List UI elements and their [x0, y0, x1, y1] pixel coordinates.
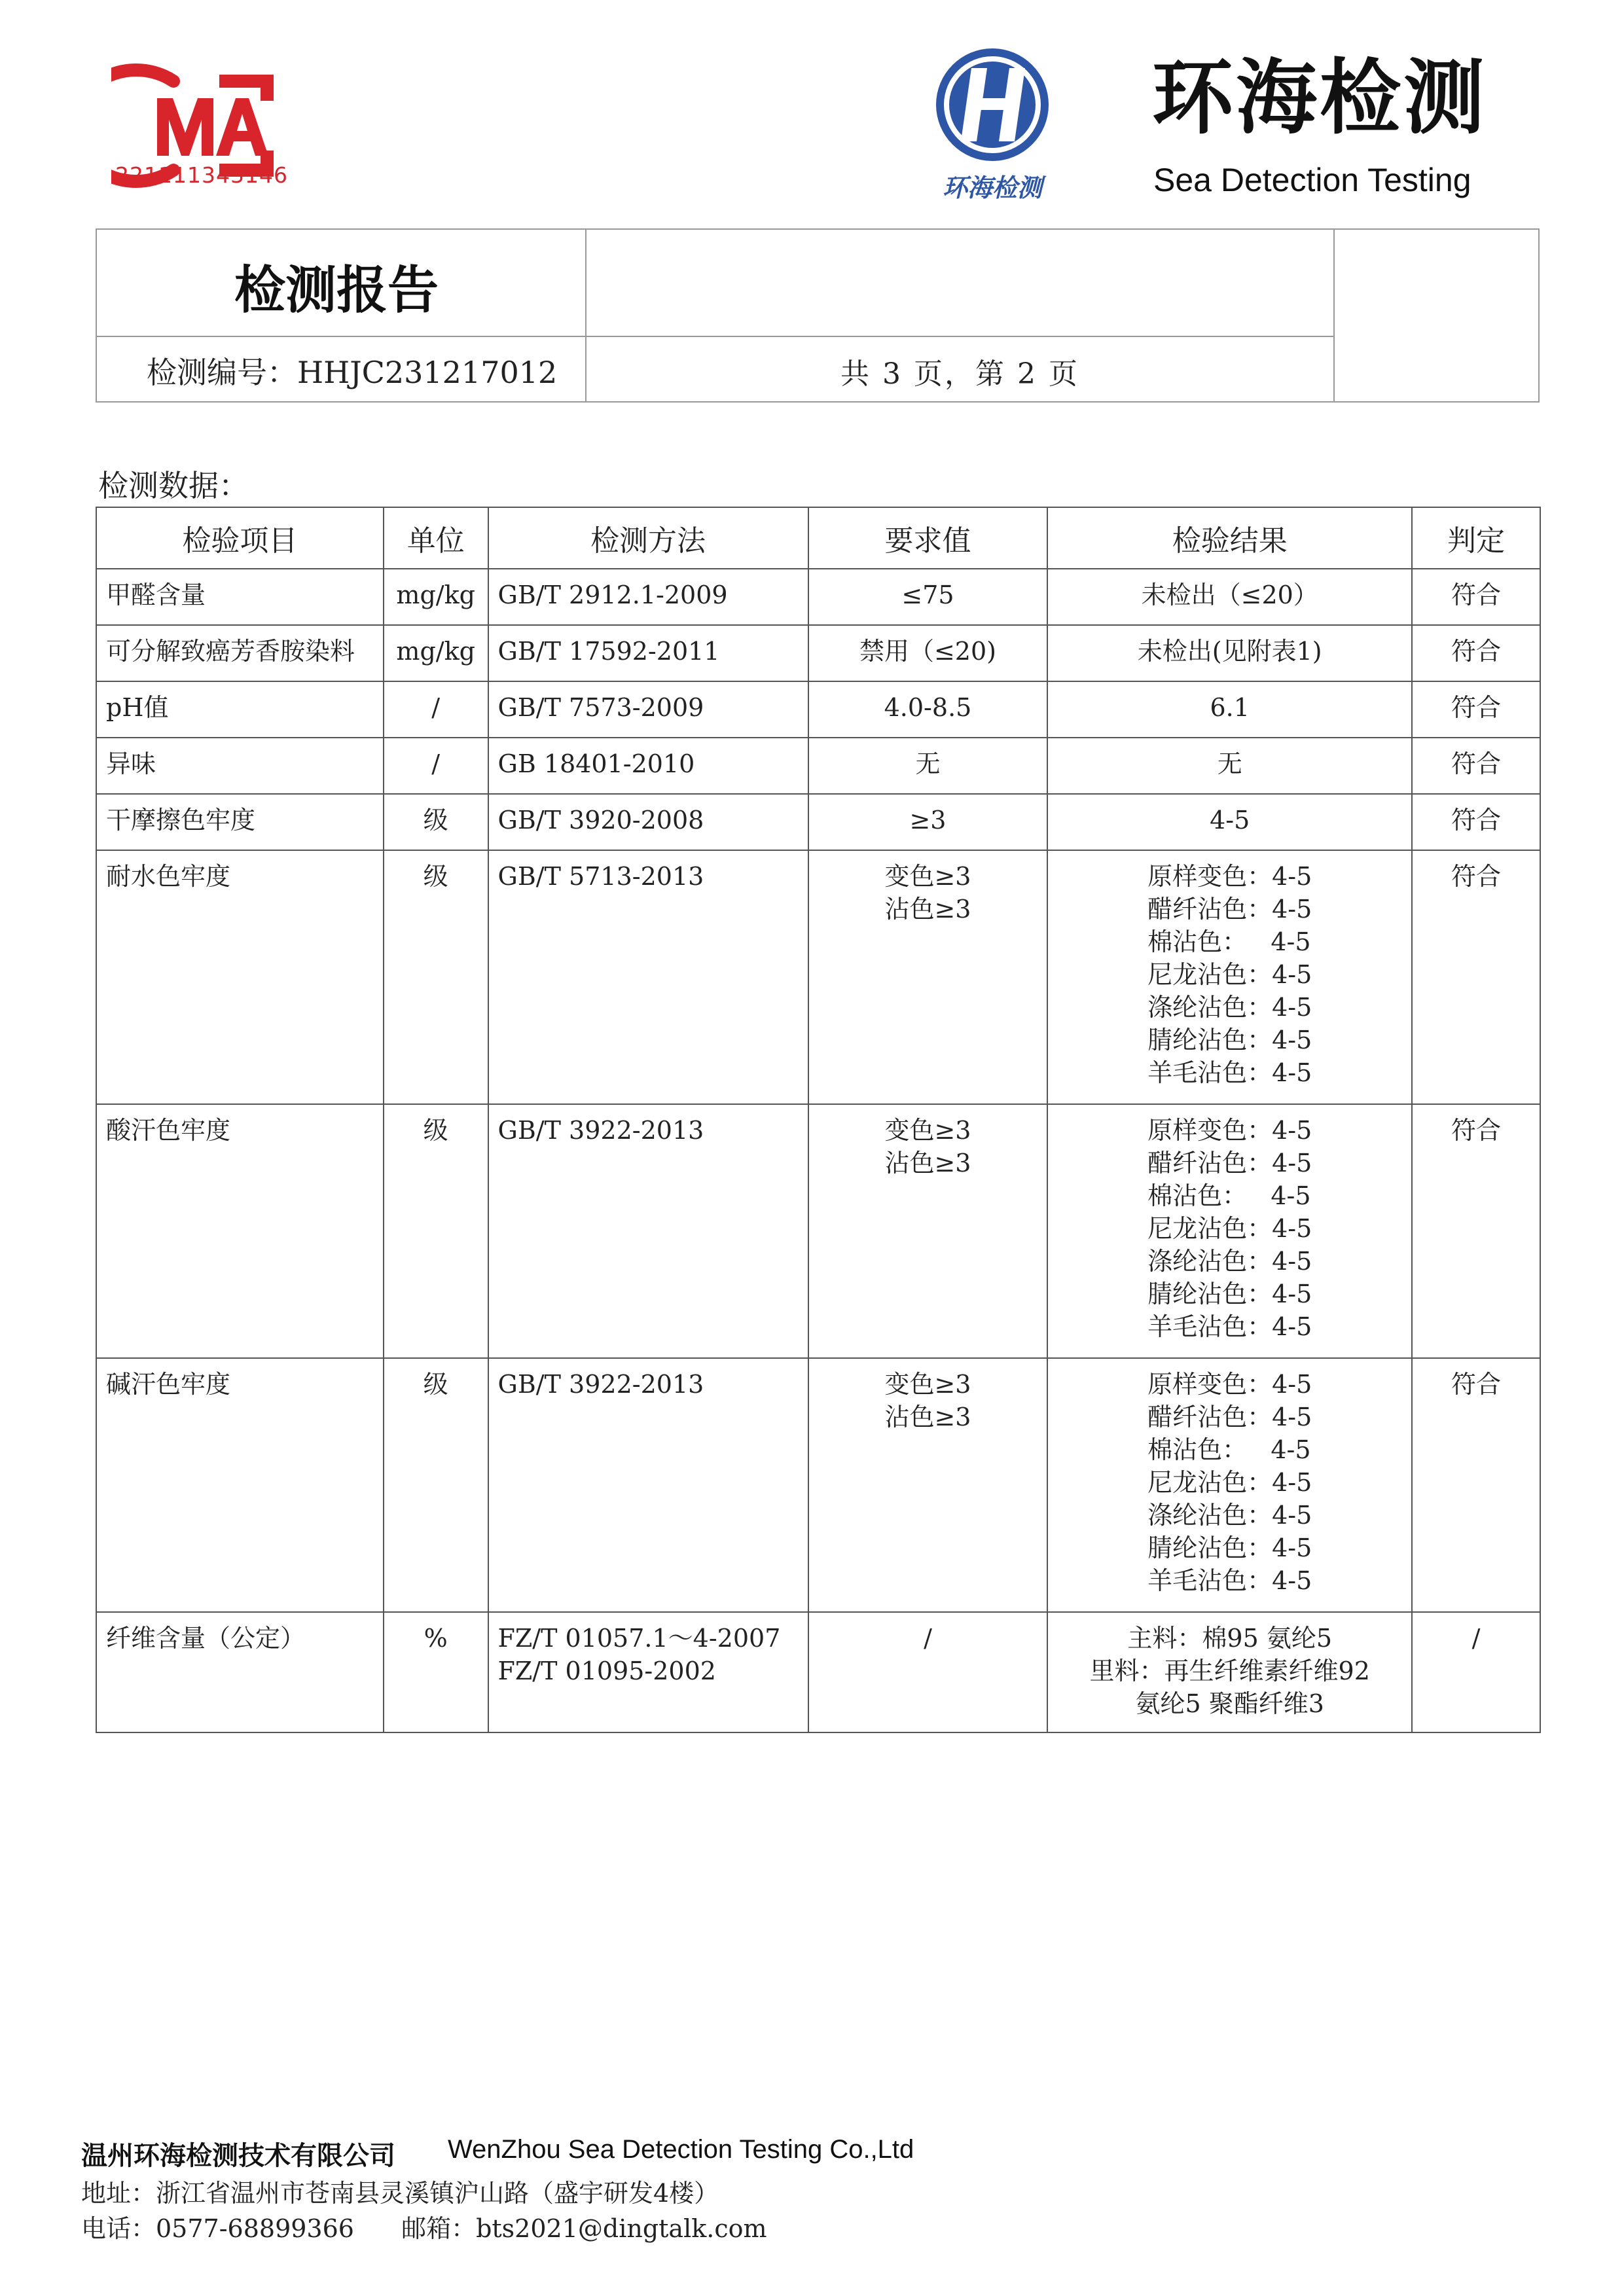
table-row — [96, 569, 1540, 625]
result-line: 主料：棉95 氨纶5 — [1127, 1624, 1333, 1653]
method-line: GB/T 5713-2013 — [497, 862, 704, 891]
cell-result — [1047, 850, 1412, 1104]
cell-item: 可分解致癌芳香胺染料 — [96, 625, 384, 681]
column-header-required: 要求值 — [808, 507, 1048, 569]
cell-result — [1047, 569, 1412, 625]
cell-unit: 级 — [384, 1104, 488, 1358]
cell-method — [488, 625, 808, 681]
result-line: 涤纶沾色：4-5 — [1147, 1247, 1312, 1276]
result-line: 里料：再生纤维素纤维92 — [1089, 1657, 1370, 1685]
table-header-row — [96, 507, 1540, 569]
result-list — [1147, 1114, 1312, 1343]
table-row — [96, 625, 1540, 681]
required-line: ≤75 — [901, 581, 954, 609]
required-line: 沾色≥3 — [884, 1149, 971, 1177]
cell-required — [808, 850, 1048, 1104]
method-line: GB/T 3922-2013 — [497, 1370, 704, 1399]
result-line: 原样变色：4-5 — [1147, 862, 1312, 891]
cell-method — [488, 850, 808, 1104]
cell-item: pH值 — [96, 681, 384, 738]
table-row — [96, 1612, 1540, 1732]
method-line: GB/T 17592-2011 — [497, 637, 720, 666]
test-data-table — [96, 507, 1541, 1733]
footer-contact — [81, 2208, 806, 2244]
cell-result — [1047, 738, 1412, 794]
cell-judgment: 符合 — [1412, 681, 1540, 738]
required-line: 沾色≥3 — [884, 1403, 971, 1431]
result-line: 醋纤沾色：4-5 — [1147, 895, 1312, 924]
column-header-unit: 单位 — [384, 507, 488, 569]
cell-required — [808, 681, 1048, 738]
result-line: 醋纤沾色：4-5 — [1147, 1149, 1312, 1177]
result-line: 尼龙沾色：4-5 — [1147, 960, 1312, 989]
result-line: 尼龙沾色：4-5 — [1147, 1214, 1312, 1243]
cell-item: 酸汗色牢度 — [96, 1104, 384, 1358]
cell-unit: 级 — [384, 850, 488, 1104]
cell-unit: 级 — [384, 1358, 488, 1612]
method-line: GB 18401-2010 — [497, 749, 695, 778]
column-header-judgment: 判定 — [1412, 507, 1540, 569]
cell-unit: / — [384, 681, 488, 738]
title-box-divider — [97, 336, 1335, 337]
page-info: 共 3 页，第 2 页 — [840, 357, 1079, 391]
cell-item: 耐水色牢度 — [96, 850, 384, 1104]
result-line: 6.1 — [1210, 693, 1250, 722]
result-line: 棉沾色： 4-5 — [1147, 1435, 1311, 1464]
result-line: 羊毛沾色：4-5 — [1147, 1312, 1312, 1341]
result-line: 羊毛沾色：4-5 — [1147, 1566, 1312, 1595]
result-line: 醋纤沾色：4-5 — [1147, 1403, 1312, 1431]
logo-caption: 环海检测 — [942, 173, 1043, 202]
required-line: 4.0-8.5 — [884, 693, 972, 722]
cell-judgment: 符合 — [1412, 1104, 1540, 1358]
result-line: 涤纶沾色：4-5 — [1147, 1501, 1312, 1530]
cell-method — [488, 794, 808, 850]
report-title-box — [96, 228, 1540, 403]
cell-result — [1047, 794, 1412, 850]
result-list — [1147, 1368, 1312, 1597]
cell-item: 甲醛含量 — [96, 569, 384, 625]
result-line: 羊毛沾色：4-5 — [1147, 1058, 1312, 1087]
cell-judgment: 符合 — [1412, 794, 1540, 850]
footer-phone: 电话：0577-68899366 — [81, 2214, 354, 2243]
result-line: 棉沾色： 4-5 — [1147, 1181, 1311, 1210]
cell-unit: % — [384, 1612, 488, 1732]
cell-judgment: 符合 — [1412, 738, 1540, 794]
report-number: 检测编号：HHJC231217012 — [147, 355, 558, 390]
result-line: 尼龙沾色：4-5 — [1147, 1468, 1312, 1497]
cell-required — [808, 738, 1048, 794]
cell-method — [488, 569, 808, 625]
cell-required — [808, 1358, 1048, 1612]
result-line: 腈纶沾色：4-5 — [1147, 1534, 1312, 1562]
required-line: ≥3 — [909, 806, 947, 834]
cell-unit: 级 — [384, 794, 488, 850]
required-line: 变色≥3 — [884, 1370, 971, 1399]
method-line: FZ/T 01057.1～4-2007 — [497, 1624, 781, 1653]
cell-judgment: 符合 — [1412, 625, 1540, 681]
footer-email: 邮箱：bts2021@dingtalk.com — [401, 2214, 767, 2243]
table-row — [96, 738, 1540, 794]
table-row — [96, 850, 1540, 1104]
cell-method — [488, 681, 808, 738]
cma-number: 221111343146 — [115, 162, 288, 188]
cell-result — [1047, 1104, 1412, 1358]
result-line: 棉沾色： 4-5 — [1147, 927, 1311, 956]
cell-judgment: 符合 — [1412, 569, 1540, 625]
brand-name-cn: 环海检测 — [1152, 51, 1488, 145]
brand-name-en: Sea Detection Testing — [1153, 162, 1471, 198]
result-line: 4-5 — [1210, 806, 1250, 834]
result-line: 涤纶沾色：4-5 — [1147, 993, 1312, 1022]
required-line: / — [924, 1624, 932, 1653]
cell-method — [488, 1358, 808, 1612]
result-line: 腈纶沾色：4-5 — [1147, 1026, 1312, 1054]
result-line: 未检出(见附表1) — [1137, 637, 1322, 666]
table-row — [96, 1358, 1540, 1612]
column-header-item: 检验项目 — [96, 507, 384, 569]
required-line: 沾色≥3 — [884, 895, 971, 924]
result-line: 原样变色：4-5 — [1147, 1370, 1312, 1399]
required-line: 变色≥3 — [884, 1116, 971, 1145]
result-line: 原样变色：4-5 — [1147, 1116, 1312, 1145]
cell-required — [808, 1612, 1048, 1732]
required-line: 无 — [915, 749, 941, 778]
method-line: FZ/T 01095-2002 — [497, 1657, 716, 1685]
cell-unit: mg/kg — [384, 569, 488, 625]
result-line: 未检出（≤20） — [1141, 581, 1318, 609]
cell-item: 纤维含量（公定） — [96, 1612, 384, 1732]
cell-required — [808, 569, 1048, 625]
cell-required — [808, 794, 1048, 850]
table-row — [96, 1104, 1540, 1358]
cell-judgment: / — [1412, 1612, 1540, 1732]
cell-item: 干摩擦色牢度 — [96, 794, 384, 850]
cell-unit: mg/kg — [384, 625, 488, 681]
cell-item: 异味 — [96, 738, 384, 794]
result-line: 腈纶沾色：4-5 — [1147, 1280, 1312, 1308]
cell-result — [1047, 1358, 1412, 1612]
method-line: GB/T 2912.1-2009 — [497, 581, 728, 609]
cell-result — [1047, 625, 1412, 681]
section-label: 检测数据： — [98, 468, 249, 503]
result-list — [1147, 860, 1312, 1089]
cell-item: 碱汗色牢度 — [96, 1358, 384, 1612]
cell-result — [1047, 681, 1412, 738]
cell-method — [488, 1104, 808, 1358]
footer-address: 地址：浙江省温州市苍南县灵溪镇沪山路（盛宇研发4楼） — [81, 2179, 719, 2208]
footer-company-cn: 温州环海检测技术有限公司 — [81, 2141, 395, 2171]
column-header-method: 检测方法 — [488, 507, 808, 569]
cell-result — [1047, 1612, 1412, 1732]
cell-required — [808, 1104, 1048, 1358]
result-line: 氨纶5 聚酯纤维3 — [1135, 1689, 1324, 1718]
report-title: 检测报告 — [234, 261, 439, 320]
result-line: 无 — [1217, 749, 1242, 778]
cell-method — [488, 738, 808, 794]
method-line: GB/T 3920-2008 — [497, 806, 704, 834]
column-header-result: 检验结果 — [1047, 507, 1412, 569]
method-line: GB/T 3922-2013 — [497, 1116, 704, 1145]
cell-method — [488, 1612, 808, 1732]
cell-judgment: 符合 — [1412, 850, 1540, 1104]
required-line: 变色≥3 — [884, 862, 971, 891]
huanhai-logo-icon — [914, 42, 1071, 206]
required-line: 禁用（≤20) — [859, 637, 996, 666]
table-row — [96, 794, 1540, 850]
cell-unit: / — [384, 738, 488, 794]
cell-judgment: 符合 — [1412, 1358, 1540, 1612]
cell-required — [808, 625, 1048, 681]
footer-company-en: WenZhou Sea Detection Testing Co.,Ltd — [448, 2135, 914, 2164]
table-row — [96, 681, 1540, 738]
method-line: GB/T 7573-2009 — [497, 693, 704, 722]
